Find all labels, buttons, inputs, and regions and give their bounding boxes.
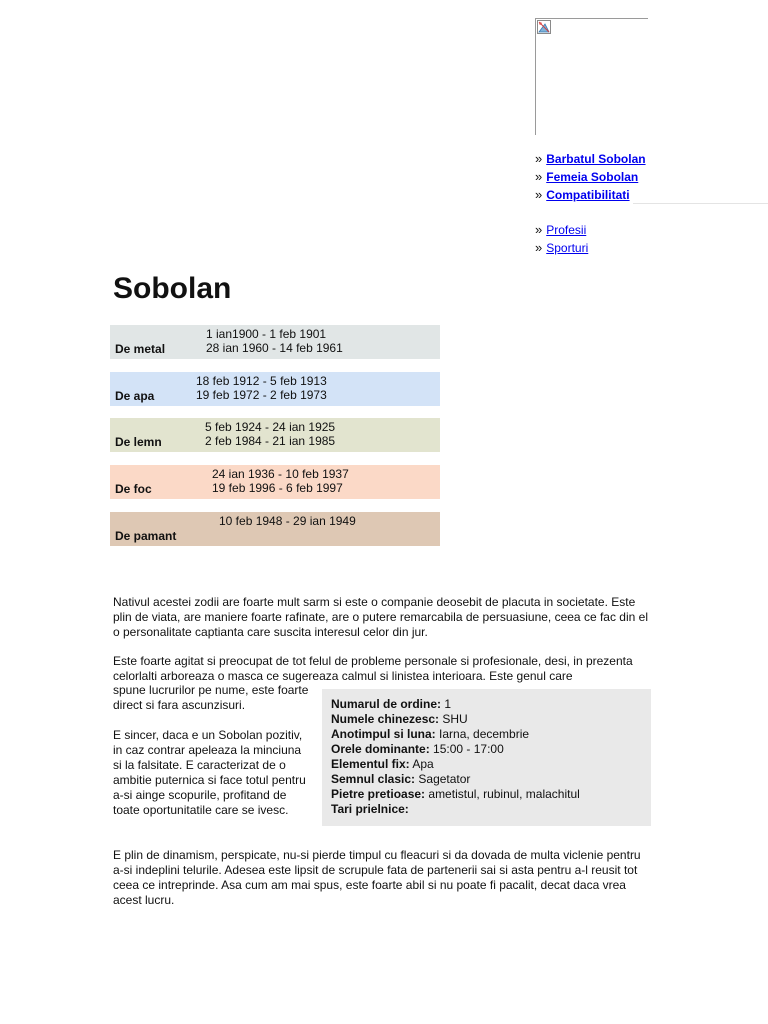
element-name: De pamant (115, 529, 177, 543)
date-range: 19 feb 1996 - 6 feb 1997 (212, 481, 343, 495)
page-title: Sobolan (113, 272, 232, 305)
date-range: 18 feb 1912 - 5 feb 1913 (196, 374, 327, 388)
element-name: De metal (115, 342, 166, 356)
link-compatibilitati[interactable]: Compatibilitati (546, 188, 630, 202)
paragraph-dinamism: E plin de dinamism, perspicate, nu-si pierde timpul cu fleacuri si da dovada de multa viclenie pentru a-si indeplini telurile. Adesea este lipsit de scrupule fata de partenerii sai si asta pentru a-l reusit tot ceea ce intreprinde. Asa cum am mai spus, este foarte abil si nu poate fi pacalit, decat daca vrea acest lucru. (113, 848, 641, 907)
info-label: Anotimpul si luna: (331, 727, 436, 741)
date-range: 10 feb 1948 - 29 ian 1949 (219, 514, 356, 528)
info-row (331, 727, 580, 742)
paragraph-sincer: E sincer, daca e un Sobolan pozitiv, in caz contrar apeleaza la minciuna si la falsitate. E caracterizat de o ambitie puternica si face totul pentru a-si ainge scopurile, profitand de toate oportunitatile care se ivesc. (113, 728, 306, 817)
raquo-bullet-icon: » (535, 222, 543, 237)
date-range: 1 ian1900 - 1 feb 1901 (206, 327, 327, 341)
link-barbatul-sobolan[interactable]: Barbatul Sobolan (546, 152, 646, 166)
element-name: De apa (115, 389, 155, 403)
info-row (331, 712, 580, 727)
info-label: Orele dominante: (331, 742, 430, 756)
info-value: 1 (444, 697, 452, 711)
info-value: Apa (412, 757, 434, 771)
element-dates (219, 514, 356, 528)
info-row (331, 757, 580, 772)
element-row-foc (110, 465, 440, 499)
raquo-bullet-icon: » (535, 240, 543, 255)
date-range: 5 feb 1924 - 24 ian 1925 (205, 420, 336, 434)
info-label: Numarul de ordine: (331, 697, 442, 711)
info-label: Numele chinezesc: (331, 712, 440, 726)
nav-item-profesii (535, 221, 588, 239)
date-range: 24 ian 1936 - 10 feb 1937 (212, 467, 349, 481)
date-range: 28 ian 1960 - 14 feb 1961 (206, 341, 343, 355)
info-row (331, 787, 580, 802)
info-label: Tari prielnice: (331, 802, 409, 816)
raquo-bullet-icon: » (535, 169, 543, 184)
info-row (331, 772, 580, 787)
element-name: De foc (115, 482, 152, 496)
divider-line (633, 203, 768, 204)
date-range: 19 feb 1972 - 2 feb 1973 (196, 388, 327, 402)
element-name: De lemn (115, 435, 162, 449)
info-label: Elementul fix: (331, 757, 410, 771)
element-dates (205, 420, 335, 448)
info-box (322, 689, 651, 826)
raquo-bullet-icon: » (535, 187, 543, 202)
link-sporturi[interactable]: Sporturi (546, 241, 589, 255)
date-range: 2 feb 1984 - 21 ian 1985 (205, 434, 336, 448)
nav-item-sporturi (535, 239, 588, 257)
link-profesii[interactable]: Profesii (546, 223, 587, 237)
info-row (331, 802, 580, 817)
element-dates (196, 374, 327, 402)
info-value: Iarna, decembrie (439, 727, 530, 741)
info-label: Semnul clasic: (331, 772, 416, 786)
nav-item-compatibilitati (535, 186, 646, 204)
element-dates (206, 327, 343, 355)
nav-item-femeia-sobolan (535, 168, 646, 186)
link-femeia-sobolan[interactable]: Femeia Sobolan (546, 170, 639, 184)
broken-image-icon (537, 20, 551, 34)
side-nav-primary (535, 150, 646, 204)
info-row (331, 697, 580, 712)
info-value: SHU (442, 712, 468, 726)
info-label: Pietre pretioase: (331, 787, 426, 801)
broken-image-placeholder (535, 18, 648, 135)
element-dates (212, 467, 349, 495)
nav-item-barbatul-sobolan (535, 150, 646, 168)
element-row-pamant (110, 512, 440, 546)
element-row-metal (110, 325, 440, 359)
paragraph-agitat: Este foarte agitat si preocupat de tot felul de probleme personale si profesionale, desi, in prezenta celorlalti arboreaza o masca ce sugereaza calmul si linistea interioara. Este genul care (113, 654, 633, 683)
side-nav-secondary (535, 221, 588, 257)
element-row-lemn (110, 418, 440, 452)
paragraph-agitat-continued: spune lucrurilor pe nume, este foarte direct si fara ascunzisuri. (113, 683, 309, 712)
element-row-apa (110, 372, 440, 406)
info-value: ametistul, rubinul, malachitul (428, 787, 580, 801)
raquo-bullet-icon: » (535, 151, 543, 166)
paragraph-intro: Nativul acestei zodii are foarte mult sarm si este o companie deosebit de placuta in societate. Este plin de viata, are maniere foarte rafinate, are o putere remarcabila de persuasiune, ceea ce fac din el o personalitate captianta care suscita interesul celor din jur. (113, 595, 648, 639)
info-value: Sagetator (418, 772, 471, 786)
info-value: 15:00 - 17:00 (433, 742, 504, 756)
info-row (331, 742, 580, 757)
